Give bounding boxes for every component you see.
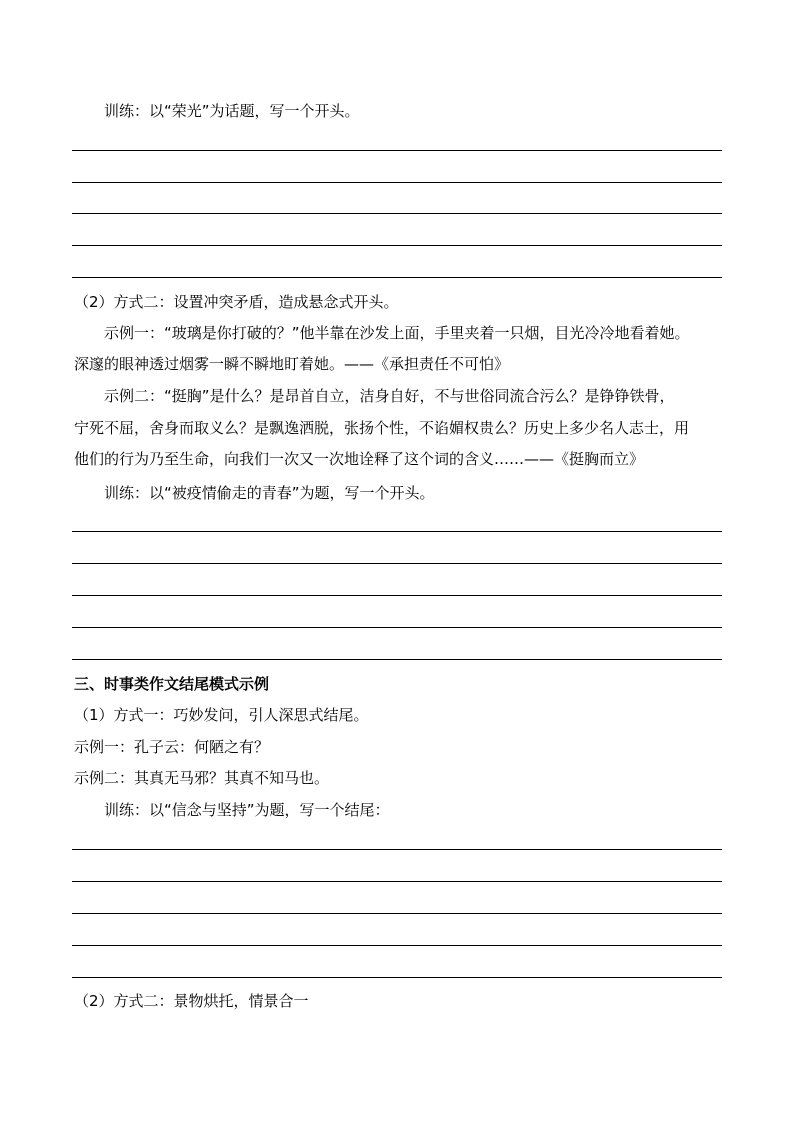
answer-line [72,213,722,214]
answer-line [72,849,722,850]
training-prompt-1: 训练：以“荣光”为话题，写一个开头。 [104,102,360,120]
answer-line [72,150,722,151]
section-3-heading: 三、时事类作文结尾模式示例 [74,675,270,693]
ending-method-1-heading: （1）方式一：巧妙发问，引人深思式结尾。 [74,706,369,724]
method-2-heading: （2）方式二：设置冲突矛盾，造成悬念式开头。 [74,293,399,311]
ending-method-2-heading: （2）方式二：景物烘托，情景合一 [74,992,309,1010]
answer-line [72,977,722,978]
answer-line [72,531,722,532]
answer-line [72,245,722,246]
answer-line [72,627,722,628]
answer-line [72,945,722,946]
answer-line [72,182,722,183]
training-prompt-3: 训练：以“信念与坚持”为题，写一个结尾： [104,801,390,819]
example-2-line-1: 示例二：“挺胸”是什么？是昂首自立，洁身自好，不与世俗同流合污么？是铮铮铁骨， [104,387,675,405]
answer-line [72,659,722,660]
training-prompt-2: 训练：以“被疫情偷走的青春”为题，写一个开头。 [104,484,435,502]
answer-line [72,563,722,564]
answer-line [72,595,722,596]
answer-line [72,881,722,882]
ending-example-2: 示例二：其真无马邪？其真不知马也。 [74,769,330,787]
answer-line [72,277,722,278]
ending-example-1: 示例一：孔子云：何陋之有？ [74,738,270,756]
example-2-line-3: 他们的行为乃至生命，向我们一次又一次地诠释了这个词的含义……——《挺胸而立》 [74,450,645,468]
example-1-line-1: 示例一：“玻璃是你打破的？”他半靠在沙发上面，手里夹着一只烟，目光冷冷地看着她。 [104,324,690,342]
example-1-line-2: 深邃的眼神透过烟雾一瞬不瞬地盯着她。——《承担责任不可怕》 [74,355,510,373]
example-2-line-2: 宁死不屈，舍身而取义么？是飘逸洒脱，张扬个性，不谄媚权贵么？历史上多少名人志士，用 [74,419,690,437]
answer-line [72,913,722,914]
